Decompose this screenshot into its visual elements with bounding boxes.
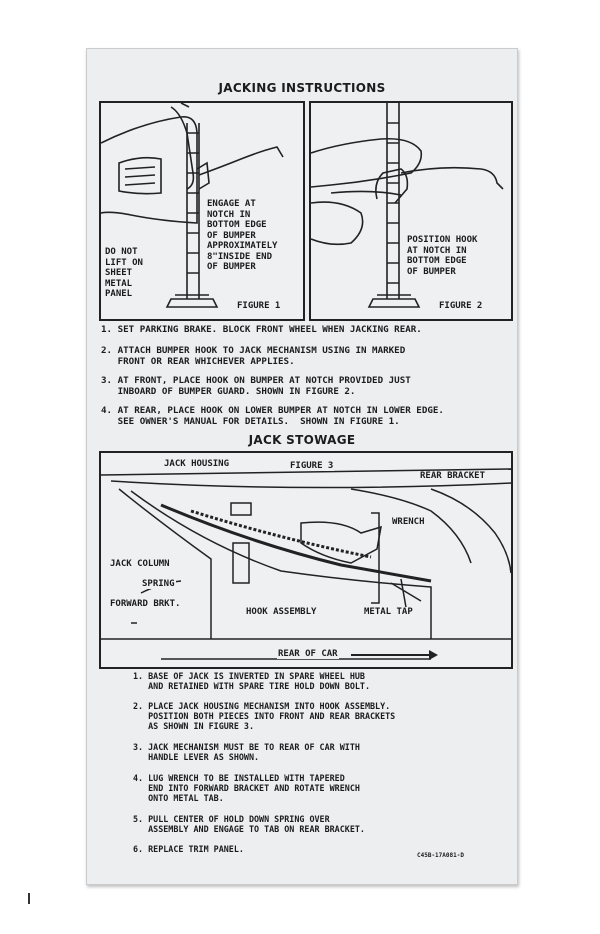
figure-2-jack-illustration — [311, 103, 511, 319]
figure-2-panel — [309, 101, 513, 321]
figure-1-engage-note: ENGAGE AT NOTCH IN BOTTOM EDGE OF BUMPER APPROXIMATELY 8"INSIDE END OF BUMPER — [207, 199, 278, 272]
label-wrench: WRENCH — [392, 517, 425, 527]
stowage-step-5: 5. PULL CENTER OF HOLD DOWN SPRING OVER ASSEMBLY AND ENGAGE TO TAB ON REAR BRACKET. — [133, 814, 365, 834]
figure-3-panel — [99, 451, 513, 669]
part-number: C45B-17A081-D — [417, 852, 464, 859]
label-rear-of-car: REAR OF CAR — [278, 649, 338, 659]
label-forward-bracket: FORWARD BRKT. — [110, 599, 181, 609]
jack-stowage-heading: JACK STOWAGE — [248, 433, 356, 447]
stowage-step-6: 6. REPLACE TRIM PANEL. — [133, 844, 244, 854]
stowage-step-3: 3. JACK MECHANISM MUST BE TO REAR OF CAR WITH HANDLE LEVER AS SHOWN. — [133, 742, 360, 762]
label-rear-bracket: REAR BRACKET — [420, 471, 486, 481]
figure-1-caption: FIGURE 1 — [237, 301, 281, 311]
jacking-step-3: 3. AT FRONT, PLACE HOOK ON BUMPER AT NOTCH PROVIDED JUST INBOARD OF BUMPER GUARD. SHOWN IN FIGURE 2. — [101, 375, 411, 397]
label-hook-assembly: HOOK ASSEMBLY — [246, 607, 317, 617]
figure-1-warning: DO NOT LIFT ON SHEET METAL PANEL — [105, 247, 143, 299]
stowage-step-4: 4. LUG WRENCH TO BE INSTALLED WITH TAPERED END INTO FORWARD BRACKET AND ROTATE WRENCH ONTO METAL TAB. — [133, 773, 360, 803]
rear-of-car-arrow-shaft — [351, 654, 431, 656]
label-jack-housing: JACK HOUSING — [164, 459, 230, 469]
rear-of-car-arrow-head — [429, 650, 438, 660]
jacking-instruction-decal — [86, 48, 518, 885]
stowage-step-1: 1. BASE OF JACK IS INVERTED IN SPARE WHEEL HUB AND RETAINED WITH SPARE TIRE HOLD DOWN BOLT. — [133, 671, 370, 691]
label-metal-tap: METAL TAP — [364, 607, 413, 617]
figure-2-note: POSITION HOOK AT NOTCH IN BOTTOM EDGE OF BUMPER — [407, 235, 478, 277]
figure-3-caption: FIGURE 3 — [290, 461, 334, 471]
jacking-step-4: 4. AT REAR, PLACE HOOK ON LOWER BUMPER AT NOTCH IN LOWER EDGE. SEE OWNER'S MANUAL FOR DETAILS. SHOWN IN FIGURE 1. — [101, 405, 444, 427]
figure-2-caption: FIGURE 2 — [439, 301, 483, 311]
figure-1-panel — [99, 101, 305, 321]
edge-mark — [28, 893, 30, 904]
decal-title: JACKING INSTRUCTIONS — [218, 81, 386, 95]
label-jack-column: JACK COLUMN — [110, 559, 170, 569]
jacking-step-1: 1. SET PARKING BRAKE. BLOCK FRONT WHEEL WHEN JACKING REAR. — [101, 324, 422, 335]
label-spring: SPRING — [142, 579, 175, 589]
stowage-step-2: 2. PLACE JACK HOUSING MECHANISM INTO HOOK ASSEMBLY. POSITION BOTH PIECES INTO FRONT AND REAR BRACKETS AS SHOWN IN FIGURE 3. — [133, 701, 396, 731]
jacking-step-2: 2. ATTACH BUMPER HOOK TO JACK MECHANISM USING IN MARKED FRONT OR REAR WHICHEVER APPLIES. — [101, 345, 406, 367]
